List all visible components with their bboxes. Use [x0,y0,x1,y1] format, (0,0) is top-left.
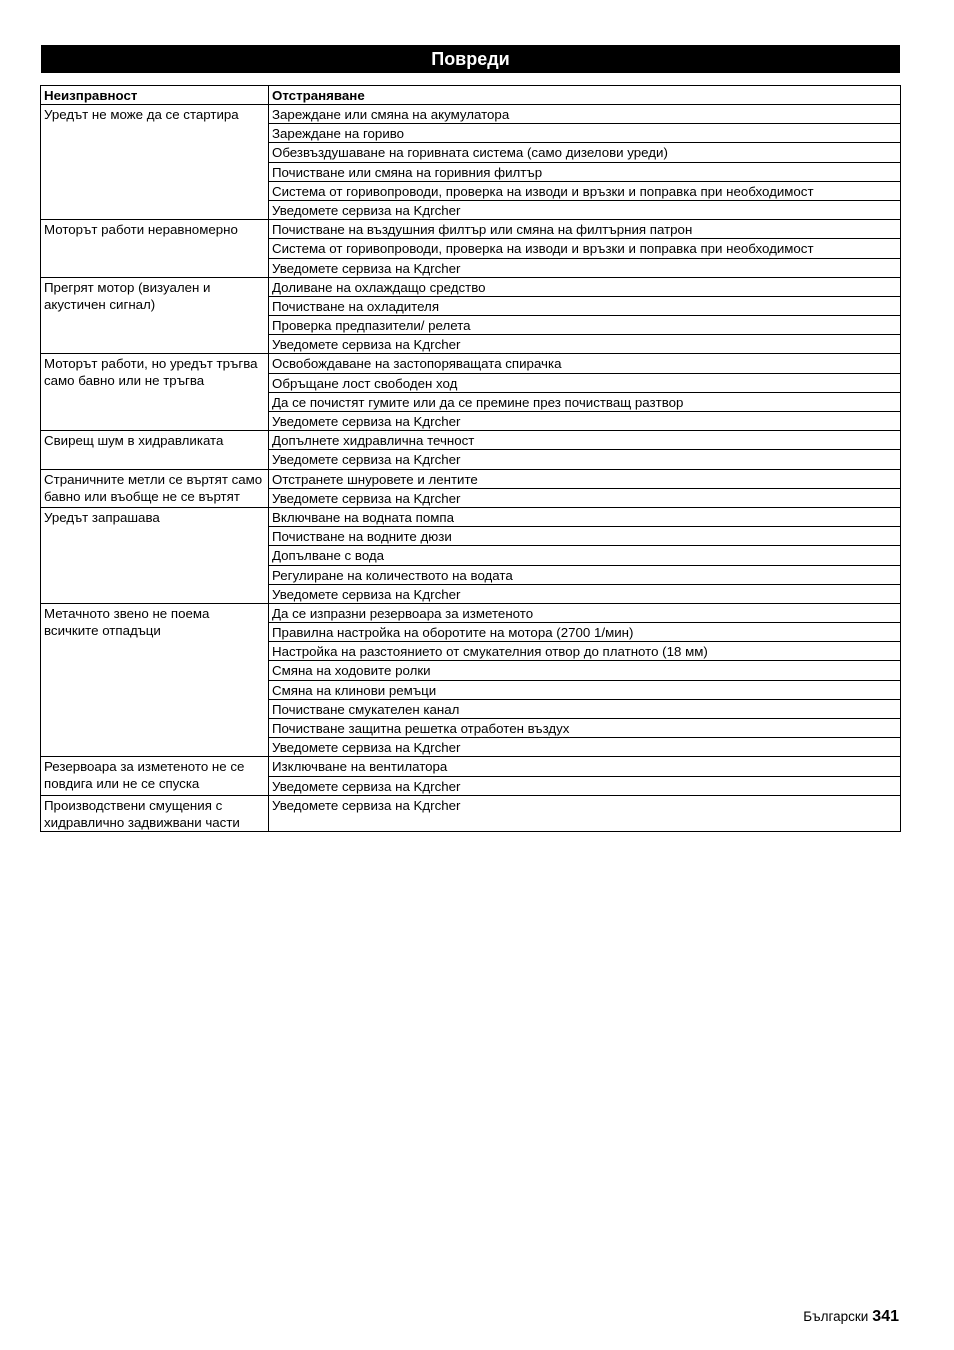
fault-cell: Уредът запрашава [41,507,269,603]
remedy-cell: Почистване защитна решетка отработен въздух [269,719,901,738]
remedy-cell: Смяна на ходовите ролки [269,661,901,680]
page-footer [803,1307,899,1327]
footer-language: Български [803,1309,869,1324]
remedy-cell: Доливане на охлаждащо средство [269,277,901,296]
remedy-cell: Допълване с вода [269,546,901,565]
table-row [41,795,901,831]
remedy-cell: Обезвъздушаване на горивната система (само дизелови уреди) [269,143,901,162]
remedy-cell: Уведомете сервиза на Kдrcher [269,335,901,354]
table-row [41,757,901,776]
remedy-cell: Да се изпразни резервоара за изметеното [269,603,901,622]
fault-cell: Моторът работи, но уредът тръгва само бавно или не тръгва [41,354,269,431]
table-row [41,507,901,526]
remedy-cell: Да се почистят гумите или да се премине през почистващ разтвор [269,392,901,411]
table-row [41,603,901,622]
remedy-cell: Почистване на водните дюзи [269,527,901,546]
remedy-cell: Отстранете шнуровете и лентите [269,469,901,488]
fault-cell: Прегрят мотор (визуален и акустичен сигнал) [41,277,269,354]
fault-cell: Метачното звено не поема всичките отпадъци [41,603,269,757]
section-title: Повреди [41,45,900,73]
table-row [41,354,901,373]
header-fault: Неизправност [41,86,269,105]
remedy-cell: Уведомете сервиза на Kдrcher [269,450,901,469]
remedy-cell: Включване на водната помпа [269,507,901,526]
fault-cell: Моторът работи неравномерно [41,220,269,278]
fault-cell: Страничните метли се въртят само бавно или въобще не се въртят [41,469,269,507]
header-remedy: Отстраняване [269,86,901,105]
remedy-cell: Уведомете сервиза на Kдrcher [269,776,901,795]
remedy-cell: Уведомете сервиза на Kдrcher [269,412,901,431]
remedy-cell: Изключване на вентилатора [269,757,901,776]
remedy-cell: Уведомете сервиза на Kдrcher [269,200,901,219]
remedy-cell: Обръщане лост свободен ход [269,373,901,392]
remedy-cell: Освобождаване на застопоряващата спирачка [269,354,901,373]
remedy-cell: Уведомете сервиза на Kдrcher [269,258,901,277]
remedy-cell: Уведомете сервиза на Kдrcher [269,584,901,603]
remedy-cell: Уведомете сервиза на Kдrcher [269,738,901,757]
table-row [41,220,901,239]
table-row [41,469,901,488]
remedy-cell: Почистване или смяна на горивния филтър [269,162,901,181]
page-number: 341 [872,1308,899,1325]
remedy-cell: Почистване на въздушния филтър или смяна на филтърния патрон [269,220,901,239]
remedy-cell: Система от горивопроводи, проверка на изводи и връзки и поправка при необходимост [269,181,901,200]
remedy-cell: Почистване смукателен канал [269,699,901,718]
remedy-cell: Уведомете сервиза на Kдrcher [269,795,901,831]
remedy-cell: Допълнете хидравлична течност [269,431,901,450]
remedy-cell: Проверка предпазители/ релета [269,316,901,335]
fault-cell: Резервоара за изметеното не се повдига или не се спуска [41,757,269,795]
remedy-cell: Зареждане или смяна на акумулатора [269,105,901,124]
fault-cell: Свирещ шум в хидравликата [41,431,269,469]
table-row [41,277,901,296]
remedy-cell: Уведомете сервиза на Kдrcher [269,488,901,507]
remedy-cell: Почистване на охладителя [269,296,901,315]
table-header-row [41,86,901,105]
troubleshooting-table [40,85,901,832]
remedy-cell: Смяна на клинови ремъци [269,680,901,699]
remedy-cell: Зареждане на гориво [269,124,901,143]
remedy-cell: Правилна настройка на оборотите на мотора (2700 1/мин) [269,623,901,642]
table-body [41,105,901,832]
remedy-cell: Система от горивопроводи, проверка на изводи и връзки и поправка при необходимост [269,239,901,258]
remedy-cell: Настройка на разстоянието от смукателния отвор до платното (18 мм) [269,642,901,661]
remedy-cell: Регулиране на количеството на водата [269,565,901,584]
fault-cell: Уредът не може да се стартира [41,105,269,220]
table-row [41,105,901,124]
fault-cell: Производствени смущения с хидравлично задвижвани части [41,795,269,831]
table-row [41,431,901,450]
